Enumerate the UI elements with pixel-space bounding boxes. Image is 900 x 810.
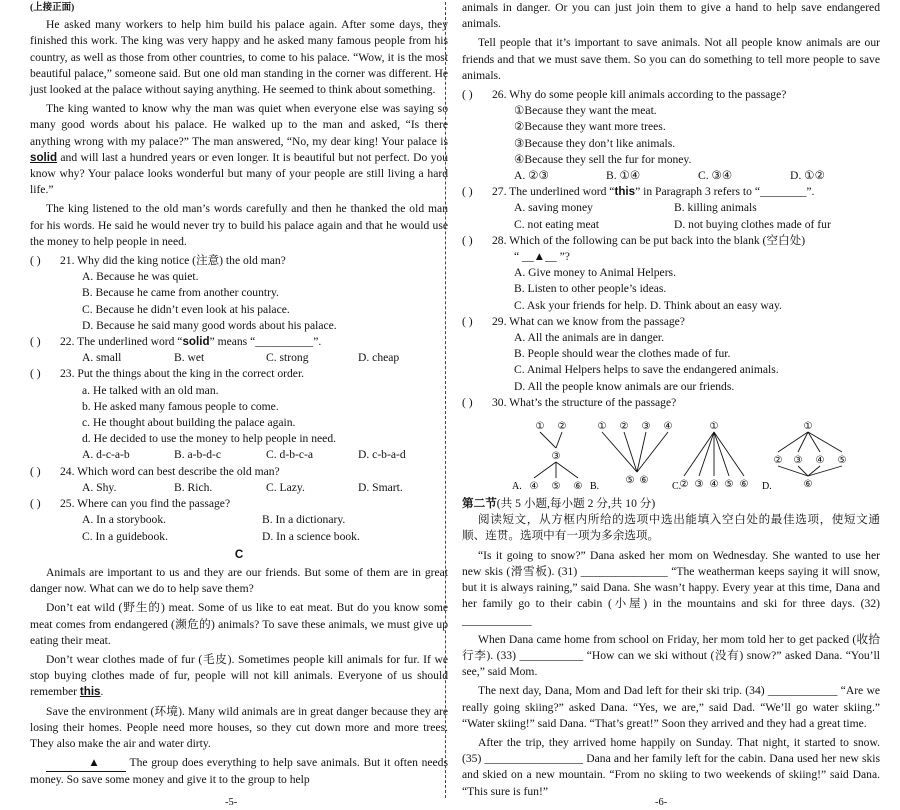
passage-paragraph: Save the environment (环境). Many wild animals are in great danger because they are losing their homes. People need more houses, so they cut down more and more trees. They also make the air and water dirty. bbox=[30, 704, 448, 750]
option: A. saving money bbox=[514, 201, 593, 215]
question-stem bbox=[60, 334, 321, 350]
connector-line bbox=[808, 432, 842, 452]
text-fragment: ” means “__________”. bbox=[209, 335, 322, 349]
option-row bbox=[30, 480, 448, 496]
option: A. ②③ bbox=[514, 169, 549, 183]
connector-line bbox=[699, 432, 714, 476]
order-item: d. He decided to use the money to help people in need. bbox=[82, 432, 337, 446]
text-fragment: The king wanted to know why the man was quiet when everyone else was saying so many good words about his palace. He walked up to the man and asked, “Is there anything wrong with my palace?” The man answered, “No, my dear king! Your palace is bbox=[30, 102, 448, 148]
option: D. ①② bbox=[790, 169, 825, 183]
option: C. not eating meat bbox=[514, 217, 600, 231]
option: C. ③④ bbox=[698, 169, 733, 183]
passage-paragraph bbox=[30, 652, 448, 701]
text-fragment: and will last a hundred years or even longer. It is beautiful but not perfect. Do you know why? Your palace looks wonderful but many of your people are still living a hard life.” bbox=[30, 150, 448, 197]
text-fragment: 22. The underlined word “ bbox=[60, 335, 183, 349]
option: C. strong bbox=[266, 351, 309, 365]
blank-marker[interactable]: ▲ bbox=[46, 755, 126, 772]
option-row bbox=[30, 512, 448, 528]
node-number: ② bbox=[619, 421, 629, 433]
connector-line bbox=[534, 462, 556, 478]
question-stem: 29. What can we know from the passage? bbox=[492, 314, 685, 328]
text-fragment: . bbox=[100, 685, 104, 699]
question-23 bbox=[30, 366, 448, 463]
option: C. Lazy. bbox=[266, 480, 305, 494]
node-number: ① bbox=[597, 421, 607, 433]
question-stem: 25. Where can you find the passage? bbox=[60, 497, 231, 511]
node-number: ② bbox=[557, 421, 567, 433]
node-number: ④ bbox=[815, 455, 825, 467]
connector-line bbox=[556, 432, 562, 448]
node-number: ② bbox=[773, 455, 783, 467]
option: A. Because he was quiet. bbox=[82, 270, 199, 284]
text-fragment: ” in Paragraph 3 refers to “________”. bbox=[635, 185, 815, 199]
answer-paren[interactable]: ( ) bbox=[462, 314, 473, 328]
node-number: ⑤ bbox=[551, 481, 561, 493]
option: D. c-b-a-d bbox=[358, 448, 406, 462]
option-row bbox=[30, 350, 448, 366]
node-number: ① bbox=[535, 421, 545, 433]
node-number: ③ bbox=[793, 455, 803, 467]
node-number: ② bbox=[679, 479, 689, 491]
page-number: -5- bbox=[225, 797, 238, 808]
question-stem: 23. Put the things about the king in the correct order. bbox=[60, 367, 305, 381]
question-stem: 21. Why did the king notice (注意) the old man? bbox=[60, 254, 286, 268]
option-row bbox=[462, 217, 880, 233]
node-number: ⑥ bbox=[739, 479, 749, 491]
node-number: ⑤ bbox=[724, 479, 734, 491]
passage-paragraph: When Dana came home from school on Friday, her mom told her to get packed (收拾行李). (33) ___________ “How can we ski without (没有) snow?” asked Dana. “You’ll see,” said Mom. bbox=[462, 632, 880, 679]
continued-note: (上接正面) bbox=[30, 3, 75, 13]
node-number: ③ bbox=[694, 479, 704, 491]
diagram-label: C. bbox=[672, 481, 682, 493]
connector-line bbox=[602, 432, 637, 472]
diagram-label: D. bbox=[762, 481, 772, 493]
option: A. d-c-a-b bbox=[82, 448, 130, 462]
node-number: ③ bbox=[551, 451, 561, 463]
answer-paren[interactable]: ( ) bbox=[462, 88, 473, 102]
option: D. Because he said many good words about his palace. bbox=[82, 318, 337, 332]
node-number: ① bbox=[709, 421, 719, 433]
node-number: ④ bbox=[529, 481, 539, 493]
structure-diagrams bbox=[462, 413, 880, 495]
question-26 bbox=[462, 87, 880, 184]
choice-item: ②Because they want more trees. bbox=[514, 120, 666, 134]
passage-paragraph bbox=[30, 755, 448, 788]
diagram-label: B. bbox=[590, 481, 600, 493]
option: C. In a guidebook. bbox=[82, 529, 168, 543]
diagram-label: A. bbox=[512, 481, 522, 493]
section-heading: C bbox=[234, 547, 244, 561]
answer-paren[interactable]: ( ) bbox=[462, 185, 473, 199]
question-24 bbox=[30, 464, 448, 496]
option: C. Ask your friends for help. D. Think about an easy way. bbox=[514, 298, 782, 312]
option: C. Because he didn’t even look at his palace. bbox=[82, 302, 290, 316]
question-stem: 28. Which of the following can be put back into the blank (空白处) bbox=[492, 233, 806, 247]
passage-paragraph: Tell people that it’s important to save animals. Not all people know animals are our friends and that we must save them. So you can do something to tell more people to save animals. bbox=[462, 36, 880, 82]
order-item: b. He asked many famous people to come. bbox=[82, 399, 279, 413]
option: C. d-b-c-a bbox=[266, 448, 313, 462]
text-fragment: 27. The underlined word “ bbox=[492, 185, 615, 199]
section-2-title: 第二节 bbox=[462, 497, 497, 511]
question-stem: 24. Which word can best describe the old man? bbox=[60, 464, 280, 478]
choice-item: ③Because they don’t like animals. bbox=[514, 136, 676, 150]
option: D. In a science book. bbox=[262, 529, 360, 543]
question-28 bbox=[462, 233, 880, 314]
option-row bbox=[462, 168, 880, 184]
text-fragment: Don’t wear clothes made of fur (毛皮). Sometimes people kill animals for fur. If we stop buying clothes made of fur, people will not kill animals. Everyone of us should remember bbox=[30, 652, 448, 699]
answer-paren[interactable]: ( ) bbox=[30, 254, 41, 268]
passage-paragraph: Animals are important to us and they are our friends. But some of them are in great danger now. What can we do to help save them? bbox=[30, 565, 448, 596]
passage-paragraph: Don’t eat wild (野生的) meat. Some of us like to eat meat. But do you know some meat comes from endangered (濒危的) animals? To save these animals, we must give up eating their meat. bbox=[30, 601, 448, 647]
connector-line bbox=[540, 432, 556, 448]
option-row bbox=[462, 200, 880, 216]
option: A. Shy. bbox=[82, 480, 117, 494]
option: B. People should wear the clothes made of fur. bbox=[514, 347, 731, 361]
passage-paragraph: The king listened to the old man’s words carefully and then he thanked the old man for his words. He said he would never try to build his palace again and that he would use the money to help people in need. bbox=[30, 202, 448, 248]
node-number: ⑤ bbox=[625, 475, 635, 487]
right-column bbox=[462, 0, 880, 803]
answer-paren[interactable]: ( ) bbox=[30, 335, 41, 349]
answer-paren[interactable]: ( ) bbox=[462, 395, 473, 409]
option: A. small bbox=[82, 351, 122, 365]
option: A. In a storybook. bbox=[82, 513, 167, 527]
answer-paren[interactable]: ( ) bbox=[30, 367, 41, 381]
option: B. Because he came from another country. bbox=[82, 286, 279, 300]
option-row bbox=[30, 447, 448, 463]
question-stem-cont: “ __▲__ ”? bbox=[514, 250, 570, 264]
node-number: ⑥ bbox=[639, 475, 649, 487]
section-2-header bbox=[462, 496, 880, 512]
underlined-word: this bbox=[79, 685, 101, 699]
node-number: ⑤ bbox=[837, 455, 847, 467]
option: B. In a dictionary. bbox=[262, 513, 346, 527]
option: A. Give money to Animal Helpers. bbox=[514, 266, 676, 280]
quoted-word: solid bbox=[182, 335, 210, 349]
option: D. not buying clothes made of fur bbox=[674, 217, 831, 231]
passage-paragraph bbox=[30, 101, 448, 198]
order-item: c. He thought about building the palace again. bbox=[82, 416, 296, 430]
question-29 bbox=[462, 314, 880, 395]
connector-line bbox=[808, 432, 820, 452]
question-30 bbox=[462, 395, 880, 495]
passage-paragraph: The next day, Dana, Mom and Dad left for their ski trip. (34) ____________ “Are we really going skiing?” asked Dana. “Yes, we are,” said Dad. “We’ll go water skiing.” “Water skiing!” said Dana. “That’s great!” Soon they arrived and they had a great time. bbox=[462, 684, 880, 730]
connector-line bbox=[624, 432, 637, 472]
connector-line bbox=[714, 432, 744, 476]
answer-paren[interactable]: ( ) bbox=[30, 497, 41, 511]
left-column bbox=[30, 0, 448, 792]
option: C. Animal Helpers helps to save the endangered animals. bbox=[514, 363, 779, 377]
option: B. Rich. bbox=[174, 480, 213, 494]
question-27 bbox=[462, 184, 880, 233]
page-number: -6- bbox=[655, 797, 668, 808]
connector-line bbox=[684, 432, 714, 476]
node-number: ① bbox=[803, 421, 813, 433]
node-number: ④ bbox=[709, 479, 719, 491]
node-number: ⑥ bbox=[573, 481, 583, 493]
question-stem: 30. What’s the structure of the passage? bbox=[492, 395, 677, 409]
option: D. cheap bbox=[358, 351, 400, 365]
choice-item: ④Because they sell the fur for money. bbox=[514, 152, 692, 166]
option: B. a-b-d-c bbox=[174, 448, 221, 462]
structure-diagrams-svg bbox=[462, 413, 880, 495]
answer-paren[interactable]: ( ) bbox=[30, 464, 41, 478]
quoted-word: this bbox=[614, 185, 636, 199]
option-row bbox=[30, 529, 448, 545]
section-2-instructions: 阅读短文，从方框内所给的选项中选出能填入空白处的最佳选项，使短文通顺、连贯。选项中有一项为多余选项。 bbox=[462, 513, 880, 543]
node-number: ④ bbox=[663, 421, 673, 433]
connector-line bbox=[714, 432, 729, 476]
node-number: ⑥ bbox=[803, 479, 813, 491]
question-22 bbox=[30, 334, 448, 366]
question-25 bbox=[30, 496, 448, 545]
passage-paragraph: “Is it going to snow?” Dana asked her mom on Wednesday. She wanted to use her new skis (滑雪板). (31) _______________ “The weatherman keeps saying it will snow, but it is always raining,” said Dana. She wasn’t happy. Every year at this time, Dana and her family go to their cabin (小屋) in the mountains and ski for three days. (32) ____________ bbox=[462, 548, 880, 627]
option: B. Listen to other people’s ideas. bbox=[514, 282, 667, 296]
option: D. Smart. bbox=[358, 480, 403, 494]
passage-paragraph: He asked many workers to help him build his palace again. After some days, they finished this work. The king was very happy and he asked many famous people from his country, as well as those from other countries, to come to his palace. “Wow, it is the most beautiful palace,” someone said. But one old man standing in the corner was different. He just looked at the palace without saying anything. He seemed to think about something. bbox=[30, 18, 448, 97]
option: B. killing animals bbox=[674, 201, 757, 215]
underlined-word: solid bbox=[30, 150, 58, 164]
order-item: a. He talked with an old man. bbox=[82, 383, 219, 397]
option: B. wet bbox=[174, 351, 205, 365]
option: B. ①④ bbox=[606, 169, 641, 183]
option: D. All the people know animals are our friends. bbox=[514, 379, 735, 393]
connector-line bbox=[556, 462, 578, 478]
node-number: ③ bbox=[641, 421, 651, 433]
passage-paragraph: animals in danger. Or you can just join them to give a hand to help save endangered animals. bbox=[462, 1, 880, 31]
question-stem bbox=[492, 184, 814, 200]
section-2-info: (共 5 小题,每小题 2 分,共 10 分) bbox=[496, 497, 656, 511]
passage-paragraph: After the trip, they arrived home happily on Sunday. That night, it started to snow. (35) _________________ Dana and her family left for the cabin. Dana used her new skis and skied on a new mountain. “From no skiing to two weekends of skiing!” said Dana. “This sure is fun!” bbox=[462, 735, 880, 798]
question-stem: 26. Why do some people kill animals according to the passage? bbox=[492, 88, 787, 102]
text-fragment: The group does everything to help save animals. But it often needs money. So save some money and give it to the group to help bbox=[30, 756, 448, 787]
question-21 bbox=[30, 253, 448, 334]
answer-paren[interactable]: ( ) bbox=[462, 233, 473, 247]
choice-item: ①Because they want the meat. bbox=[514, 104, 657, 118]
connector-line bbox=[808, 466, 842, 476]
option: A. All the animals are in danger. bbox=[514, 331, 665, 345]
